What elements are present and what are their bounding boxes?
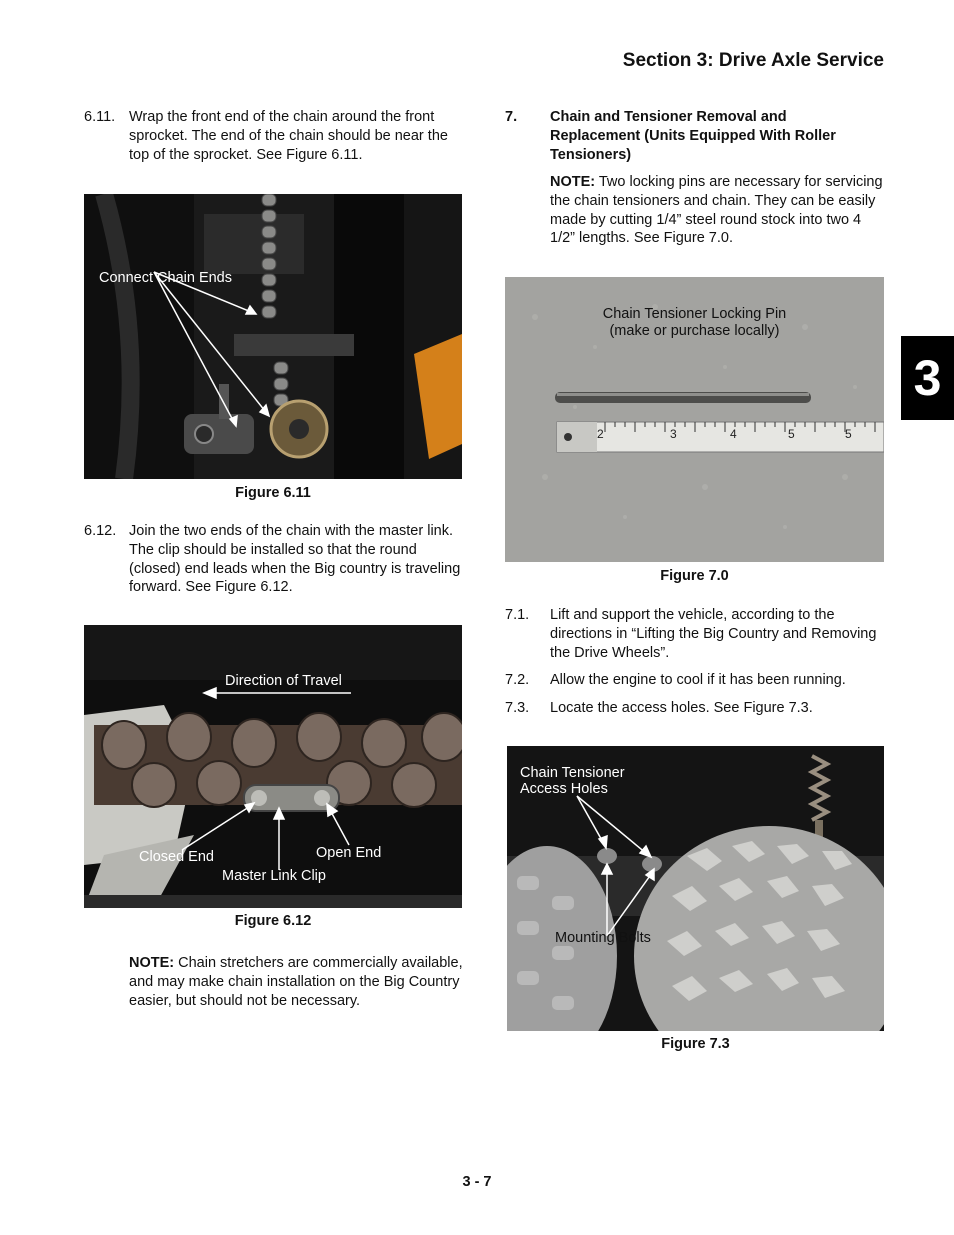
ruler-number: 4 [730,427,737,441]
step-text: Chain and Tensioner Removal and Replacement (Units Equipped With Roller Tensioners) [550,109,836,163]
figure-6-11-photo [84,194,462,479]
ruler-number: 3 [670,427,677,441]
step-7-heading [505,108,885,168]
locking-pin-label [505,306,884,340]
note-text: Chain stretchers are commercially available, and may make chain installation on the Big Country easier, but should not be necessary. [129,955,463,1009]
access-holes-label-line2: Access Holes [520,781,608,797]
step-number: 6.11. [84,109,116,125]
figure-7-0-photo [505,277,884,562]
step-text: Allow the engine to cool if it has been running. [550,672,846,688]
connect-chain-ends-label: Connect Chain Ends [99,270,232,286]
master-link-clip-label: Master Link Clip [222,868,326,884]
locking-pin-label-line2: (make or purchase locally) [609,323,780,339]
section-tab: 3 [901,336,954,420]
figure-6-12-photo [84,625,462,908]
step-text: Join the two ends of the chain with the master link. The clip should be installed so that the round (closed) end leads when the Big country is traveling forward. See Figure 6.12. [129,523,461,596]
ruler-number: 5 [845,427,852,441]
step-number: 7.1. [505,607,530,623]
figure-7-3-caption: Figure 7.3 [661,1036,730,1052]
page-number: 3 - 7 [462,1174,492,1190]
direction-of-travel-label: Direction of Travel [225,673,342,689]
step-text: Wrap the front end of the chain around the front sprocket. The end of the chain should be near the top of the sprocket. See Figure 6.11. [129,109,448,163]
note-text: Two locking pins are necessary for servicing the chain tensioners and chain. They can be easily made by cutting 1/4” steel round stock into two 4 1/2” lengths. See Figure 7.0. [550,174,883,247]
note-prefix: NOTE: [129,955,175,971]
figure-6-11-caption: Figure 6.11 [235,485,311,501]
mounting-bolts-label: Mounting Bolts [555,930,651,946]
access-holes-label-line1: Chain Tensioner [520,765,625,781]
step-number: 6.12. [84,523,117,539]
step-7-3 [505,699,885,719]
figure-7-3-photo [507,746,884,1031]
ruler-number: 2 [597,427,604,441]
step-7-1 [505,606,885,666]
closed-end-label: Closed End [139,849,214,865]
step-number: 7.3. [505,700,530,716]
locking-pin-label-line1: Chain Tensioner Locking Pin [602,306,787,322]
ruler-number: 5 [788,427,795,441]
figure-7-0-caption: Figure 7.0 [660,568,729,584]
open-end-label: Open End [316,845,382,861]
step-number: 7.2. [505,672,530,688]
section-title: Section 3: Drive Axle Service [622,50,884,71]
step-6-12 [84,522,464,602]
step-number: 7. [505,109,518,125]
note-chain-stretchers [129,954,464,1010]
figure-6-12-caption: Figure 6.12 [234,913,312,929]
access-holes-label [520,765,625,797]
step-7-2 [505,671,885,691]
step-text: Lift and support the vehicle, according to the directions in “Lifting the Big Country and Removing the Drive Wheels”. [550,607,877,661]
note-prefix: NOTE: [550,174,596,190]
step-text: Locate the access holes. See Figure 7.3. [550,700,813,716]
note-locking-pins [550,173,884,248]
step-6-11 [84,108,464,168]
